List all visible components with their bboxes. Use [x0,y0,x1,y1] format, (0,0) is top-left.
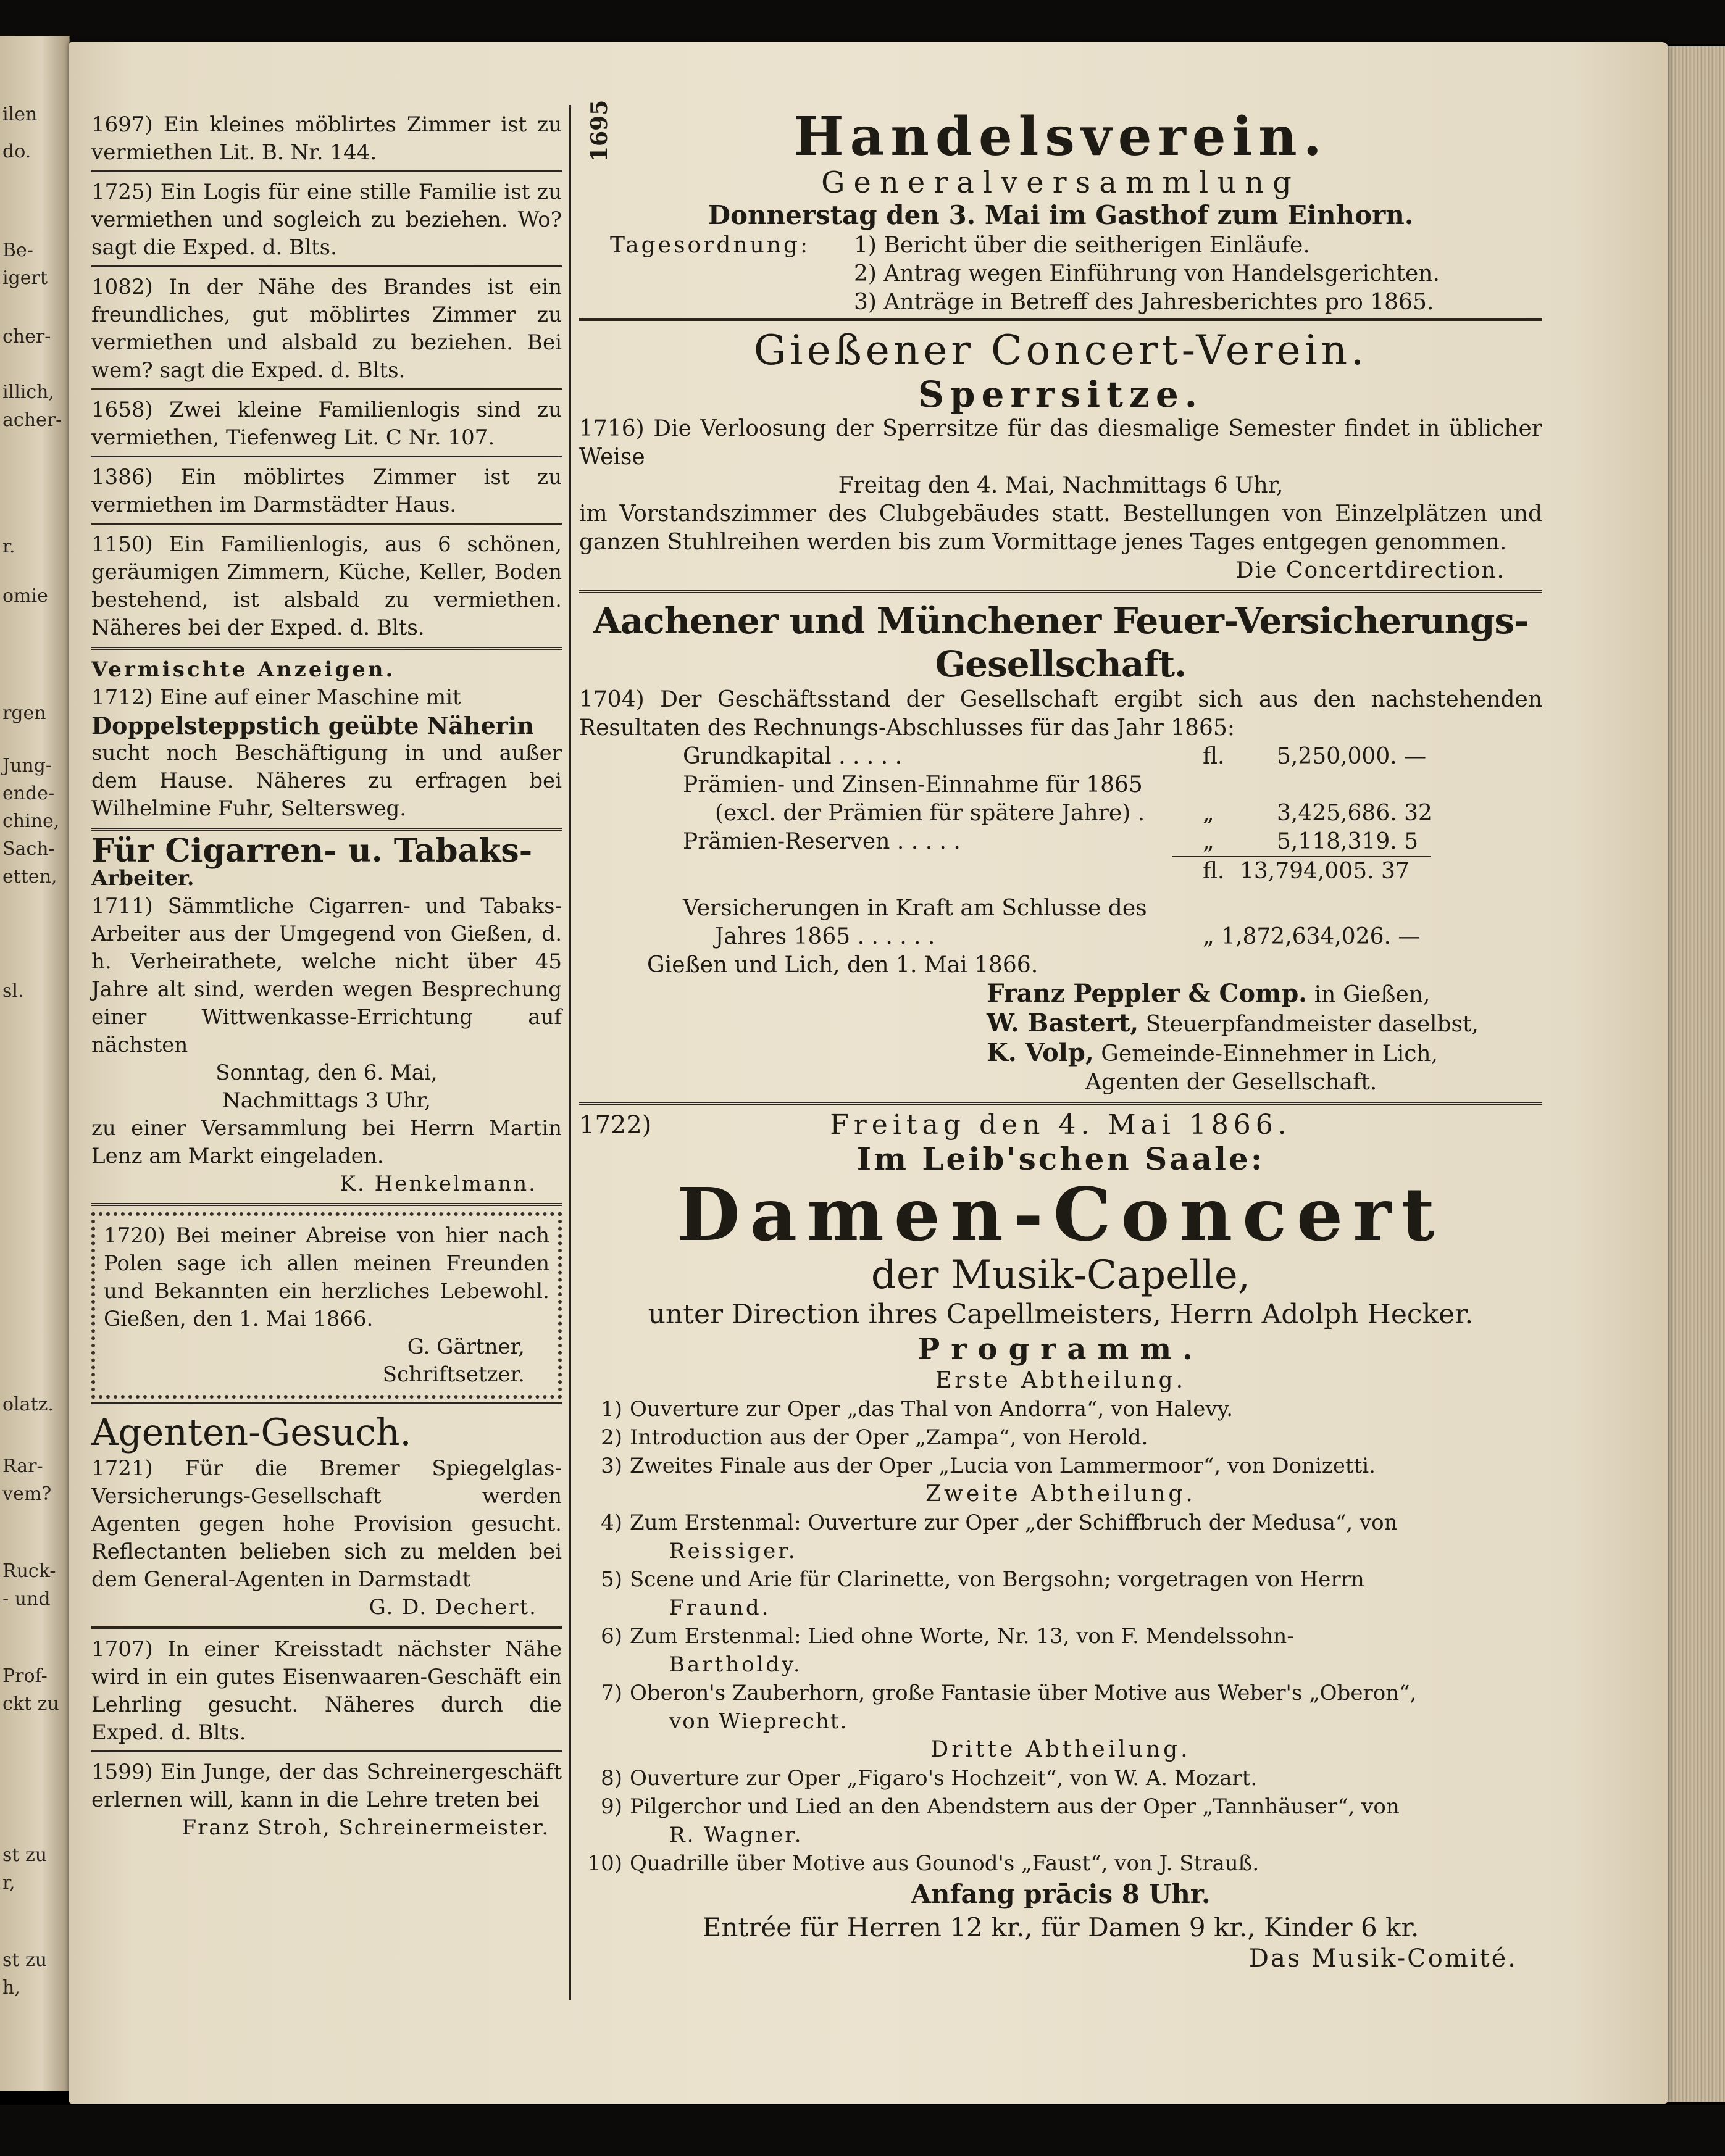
programm-item [579,1679,1542,1707]
prev-fragment: Prof- [2,1665,48,1687]
agent-entry [987,1039,1542,1068]
prev-fragment: Jung- [2,755,52,776]
concert-start-time: Anfang prācis 8 Uhr. [911,1879,1211,1909]
finance-row [579,743,1542,771]
notice-center-line: Freitag den 4. Mai, Nachmittags 6 Uhr, [838,473,1284,498]
finance-label: Prämien- und Zinsen-Einnahme für 1865 [683,772,1143,797]
notice-title: Handelsverein. [793,106,1328,168]
programm-item-text: Ouverture zur Oper „Figaro's Hochzeit“, von W. A. Mozart. [630,1766,1258,1791]
ad-signature: K. Henkelmann. [340,1172,537,1196]
programm-item-continued: von Wieprecht. [669,1709,848,1734]
section-rule [579,318,1542,321]
programm-part-heading: Zweite Abtheilung. [925,1481,1196,1507]
agenda-item: 2) Antrag wegen Einführung von Handelsgerichten. [854,261,1440,286]
ad-text: 1711) Sämmtliche Cigarren- und Tabaks-Arbeiter aus der Umgegend von Gießen, d. h. Verheirathete, welche nicht über 45 Jahre alt sind, werden wegen Besprechung einer Wittwenkasse-Errichtung auf nächsten [91,894,562,1057]
prev-fragment: illich, [2,381,55,403]
finance-amount: 3,425,686. 32 [1277,801,1432,826]
agent-name: Franz Peppler & Comp. [987,979,1308,1008]
ad-vermischte [91,656,562,823]
notice-title: Aachener und Münchener Feuer-Versicherungs-Gesellschaft. [593,600,1529,685]
prev-fragment: - und [2,1588,51,1610]
finance-row [579,828,1542,856]
ad-text: 1712) Eine auf einer Maschine mit [91,685,461,710]
programm-item-number: 6) [601,1624,622,1649]
book-page-stack-edge [1661,46,1725,2102]
prev-fragment: sl. [2,980,24,1002]
finance-row [579,771,1542,799]
programm-item-text: Pilgerchor und Lied an den Abendstern aus der Oper „Tannhäuser“, von [630,1794,1400,1819]
notice-signature: Die Concertdirection. [1235,558,1505,583]
ad-text: 1721) Für die Bremer Spiegelglas-Versicherungs-Gesellschaft werden Agenten gegen hohe Provision gesucht. Reflectanten belieben sich zu melden bei dem General-Agenten in Darmstadt [91,1456,562,1592]
ad-text: sucht noch Beschäftigung in und außer dem Hause. Näheres zu erfragen bei Wilhelmine Fuhr, Seltersweg. [91,741,562,821]
prev-fragment: Be- [2,239,33,261]
finance-label: Versicherungen in Kraft am Schlusse des [683,896,1147,921]
programm-item-text: Introduction aus der Oper „Zampa“, von Herold. [630,1425,1148,1450]
section-heading: Agenten-Gesuch. [91,1411,412,1454]
notice-title: Gießener Concert-Verein. [753,327,1368,374]
notice-text: 1704) Der Geschäftsstand der Gesellschaft ergibt sich aus den nachstehenden Resultaten des Rechnungs-Abschlusses für das Jahr 1865: [579,687,1542,741]
prev-fragment: ilen [2,104,38,125]
ad-1150 [91,531,562,642]
ad-text: 1082) In der Nähe des Brandes ist ein freundliches, gut möblirtes Zimmer zu vermiethen und alsbald zu beziehen. Bei wem? sagt die Exped. d. Blts. [91,275,562,383]
programm-item-text: Zum Erstenmal: Ouverture zur Oper „der Schiffbruch der Medusa“, von [630,1510,1398,1535]
section-heading: Arbeiter. [91,866,194,891]
ad-rule [91,170,562,172]
ad-rule [91,1402,562,1404]
prev-fragment: h, [2,1977,20,1999]
programm-item-text: Zum Erstenmal: Lied ohne Worte, Nr. 13, von F. Mendelssohn- [630,1624,1294,1649]
programm-item-continued: R. Wagner. [669,1823,803,1847]
bottom-dark-margin [0,2105,1725,2156]
programm-item-number: 8) [601,1766,622,1791]
ad-1386 [91,464,562,519]
agenda-item: 3) Anträge in Betreff des Jahresberichtes pro 1865. [854,289,1434,315]
agent-entry [987,1009,1542,1039]
programm-item [579,1452,1542,1480]
ad-text: zu einer Versammlung bei Herrn Martin Lenz am Markt eingeladen. [91,1116,562,1168]
finance-currency: „ [1203,829,1214,854]
prev-fragment: omie [2,585,48,607]
programm-heading: Programm. [917,1332,1204,1367]
programm-item-number: 5) [601,1567,622,1592]
agents-list [579,980,1542,1097]
ad-farewell-ornate-box [91,1212,562,1399]
programm-item [579,1395,1542,1423]
ad-center-line: Sonntag, den 6. Mai, [215,1060,438,1085]
section-rule [91,828,562,831]
ad-cigarren [91,832,562,1198]
prev-fragment: vem? [2,1483,52,1505]
top-dark-margin [0,0,1725,44]
section-rule [91,647,562,650]
programm-item-continued: Bartholdy. [669,1652,803,1677]
agenda-item: 1) Bericht über die seitherigen Einläufe. [854,233,1310,258]
programm-item-text: Zweites Finale aus der Oper „Lucia von Lammermoor“, von Donizetti. [630,1454,1376,1478]
concert-by: der Musik-Capelle, [871,1252,1251,1298]
programm-item [579,1509,1542,1537]
section-rule [579,1102,1542,1105]
programm-item [579,1423,1542,1452]
agent-name: W. Bastert, [987,1009,1139,1038]
prev-fragment: ende- [2,783,55,804]
page-number-vertical: 1695 [587,99,612,162]
programm-item-number: 1) [601,1397,622,1421]
agenda-block [579,231,1542,317]
section-rule [91,1203,562,1206]
finance-currency: fl. [1203,859,1225,884]
programm-item-continued: Fraund. [669,1596,771,1620]
ad-signature: Schriftsetzer. [382,1362,525,1387]
ad-text: 1658) Zwei kleine Familienlogis sind zu vermiethen, Tiefenweg Lit. C Nr. 107. [91,397,562,450]
ad-signature: G. Gärtner, [407,1334,525,1359]
finance-amount: 5,250,000. — [1277,744,1427,769]
prev-fragment: Sach- [2,838,55,860]
finance-label: Grundkapital . . . . . [683,744,903,769]
ad-text: 1725) Ein Logis für eine stille Familie ist zu vermiethen und sogleich zu beziehen. Wo? sagt die Exped. d. Blts. [91,180,562,260]
programm-item [579,1849,1542,1878]
ad-1707 [91,1636,562,1747]
ad-1082 [91,273,562,385]
finance-label: Jahres 1865 . . . . . . [715,924,935,949]
prev-fragment: Rar- [2,1455,43,1477]
programm-item-number: 3) [601,1454,622,1478]
ad-text: 1386) Ein möblirtes Zimmer ist zu vermiethen im Darmstädter Haus. [91,465,562,517]
concert-entry-prices: Entrée für Herren 12 kr., für Damen 9 kr., Kinder 6 kr. [702,1912,1419,1942]
prev-fragment: r. [2,536,15,557]
programm-item [579,1764,1542,1792]
agent-entry [987,980,1542,1009]
programm-item-number: 9) [601,1794,622,1819]
damen-concert-notice [579,1111,1542,1973]
ad-rule [91,1750,562,1752]
ad-1725 [91,178,562,262]
prev-fragment: etten, [2,866,57,888]
finance-row [579,923,1542,951]
programm-part-heading: Erste Abtheilung. [935,1368,1187,1393]
concert-committee: Das Musik-Comité. [1248,1944,1518,1973]
ad-1658 [91,396,562,452]
agent-name: K. Volp, [987,1038,1094,1067]
ad-signature: Franz Stroh, Schreinermeister. [182,1815,549,1840]
programm-part-heading: Dritte Abtheilung. [930,1737,1191,1762]
ad-1697 [91,111,562,167]
finance-row [579,894,1542,923]
programm-item-text: Quadrille über Motive aus Gounod's „Faust“, von J. Strauß. [630,1851,1259,1876]
finance-currency: „ [1203,801,1214,826]
right-column [579,108,1542,1973]
concert-title: Damen-Concert [677,1172,1445,1257]
prev-fragment: do. [2,141,31,162]
programm-item-text: Scene und Arie für Clarinette, von Bergsohn; vorgetragen von Herrn [630,1567,1364,1592]
ad-center-line: Nachmittags 3 Uhr, [222,1088,431,1113]
programm-item [579,1622,1542,1650]
notice-text: 1716) Die Verloosung der Sperrsitze für das diesmalige Semester findet in üblicher Weise [579,416,1542,470]
programm-item-number: 7) [601,1681,622,1705]
ad-agenten [91,1410,562,1621]
concert-direction: unter Direction ihres Capellmeisters, Herrn Adolph Hecker. [648,1299,1474,1330]
finance-row [579,799,1542,828]
agents-footer: Agenten der Gesellschaft. [1085,1070,1377,1095]
concert-date: Freitag den 4. Mai 1866. [830,1109,1292,1141]
finance-currency: fl. [1203,744,1225,769]
programm-item [579,1565,1542,1594]
ad-text: 1150) Ein Familienlogis, aus 6 schönen, geräumigen Zimmern, Küche, Keller, Boden bestehend, ist alsbald zu vermiethen. Näheres bei der Exped. d. Blts. [91,532,562,640]
prev-fragment: cher- [2,326,51,348]
notice-text: im Vorstandszimmer des Clubgebäudes statt. Bestellungen von Einzelplätzen und ganzen Stuhlreihen werden bis zum Vormittage jenes Tages entgegen genommen. [579,501,1542,555]
prev-fragment: rgen [2,702,46,724]
prev-fragment: igert [2,267,48,289]
agenda-label: Tagesordnung: [610,233,811,258]
programm-item [579,1792,1542,1821]
column-divider [569,105,571,2000]
ad-rule [91,456,562,457]
notice-subtitle: Sperrsitze. [918,373,1203,415]
programm-item-number: 10) [587,1851,622,1876]
programm-item-text: Ouverture zur Oper „das Thal von Andorra“, von Halevy. [630,1397,1234,1421]
previous-page-edge [0,36,70,2091]
finance-amount: 5,118,319. 5 [1277,829,1419,854]
finance-label: (excl. der Prämien für spätere Jahre) . [715,801,1145,826]
ad-1599 [91,1759,562,1842]
prev-fragment: r, [2,1872,15,1894]
ad-rule [91,523,562,525]
ad-rule [91,265,562,267]
ad-signature: G. D. Dechert. [369,1595,537,1620]
notice-date-line: Donnerstag den 3. Mai im Gasthof zum Einhorn. [708,200,1414,230]
concert-date-row [579,1111,1542,1142]
section-heading: Vermischte Anzeigen. [91,657,396,682]
prev-fragment: Ruck- [2,1560,56,1582]
insurance-notice [579,599,1542,1097]
finance-label: Prämien-Reserven . . . . . [683,829,961,854]
prev-fragment: chine, [2,810,60,832]
ad-bold-line: Doppelsteppstich geübte Näherin [91,712,534,739]
agent-desc: Gemeinde-Einnehmer in Lich, [1101,1041,1439,1067]
ad-rule [91,388,562,390]
programm-item-number: 4) [601,1510,622,1535]
ad-text: 1707) In einer Kreisstadt nächster Nähe wird in ein gutes Eisenwaaren-Geschäft ein Lehrling gesucht. Näheres durch die Exped. d. Blts. [91,1637,562,1745]
concert-verein-notice [579,327,1542,585]
notice-place-date: Gießen und Lich, den 1. Mai 1866. [647,952,1038,978]
notice-number: 1722) [579,1111,652,1139]
finance-amount: „ 1,872,634,026. — [1203,924,1421,949]
concert-venue: Im Leib'schen Saale: [856,1141,1265,1177]
section-rule [579,590,1542,593]
handelsverein-notice [579,108,1542,317]
prev-fragment: ckt zu [2,1693,59,1715]
finance-amount: 13,794,005. 37 [1240,859,1410,884]
agent-desc: in Gießen, [1314,982,1431,1007]
section-heading: Für Cigarren- u. Tabaks- [91,832,533,870]
programm-item-number: 2) [601,1425,622,1450]
ad-text: 1697) Ein kleines möblirtes Zimmer ist zu vermiethen Lit. B. Nr. 144. [91,112,562,165]
prev-fragment: olatz. [2,1394,54,1415]
prev-fragment: st zu [2,1844,48,1866]
notice-subtitle: Generalversammlung [821,165,1300,200]
finance-total-row [1172,856,1431,886]
left-column [91,111,562,1842]
section-rule [91,1626,562,1629]
prev-fragment: acher- [2,409,62,431]
programm-item-continued: Reissiger. [669,1539,798,1563]
agent-desc: Steuerpfandmeister daselbst, [1145,1012,1479,1037]
ad-text: 1720) Bei meiner Abreise von hier nach Polen sage ich allen meinen Freunden und Bekannten ein herzliches Lebewohl. Gießen, den 1. Mai 1866. [104,1223,549,1331]
programm-item-text: Oberon's Zauberhorn, große Fantasie über Motive aus Weber's „Oberon“, [630,1681,1417,1705]
prev-fragment: st zu [2,1949,48,1971]
ad-text: 1599) Ein Junge, der das Schreinergeschäft erlernen will, kann in die Lehre treten bei [91,1760,562,1812]
